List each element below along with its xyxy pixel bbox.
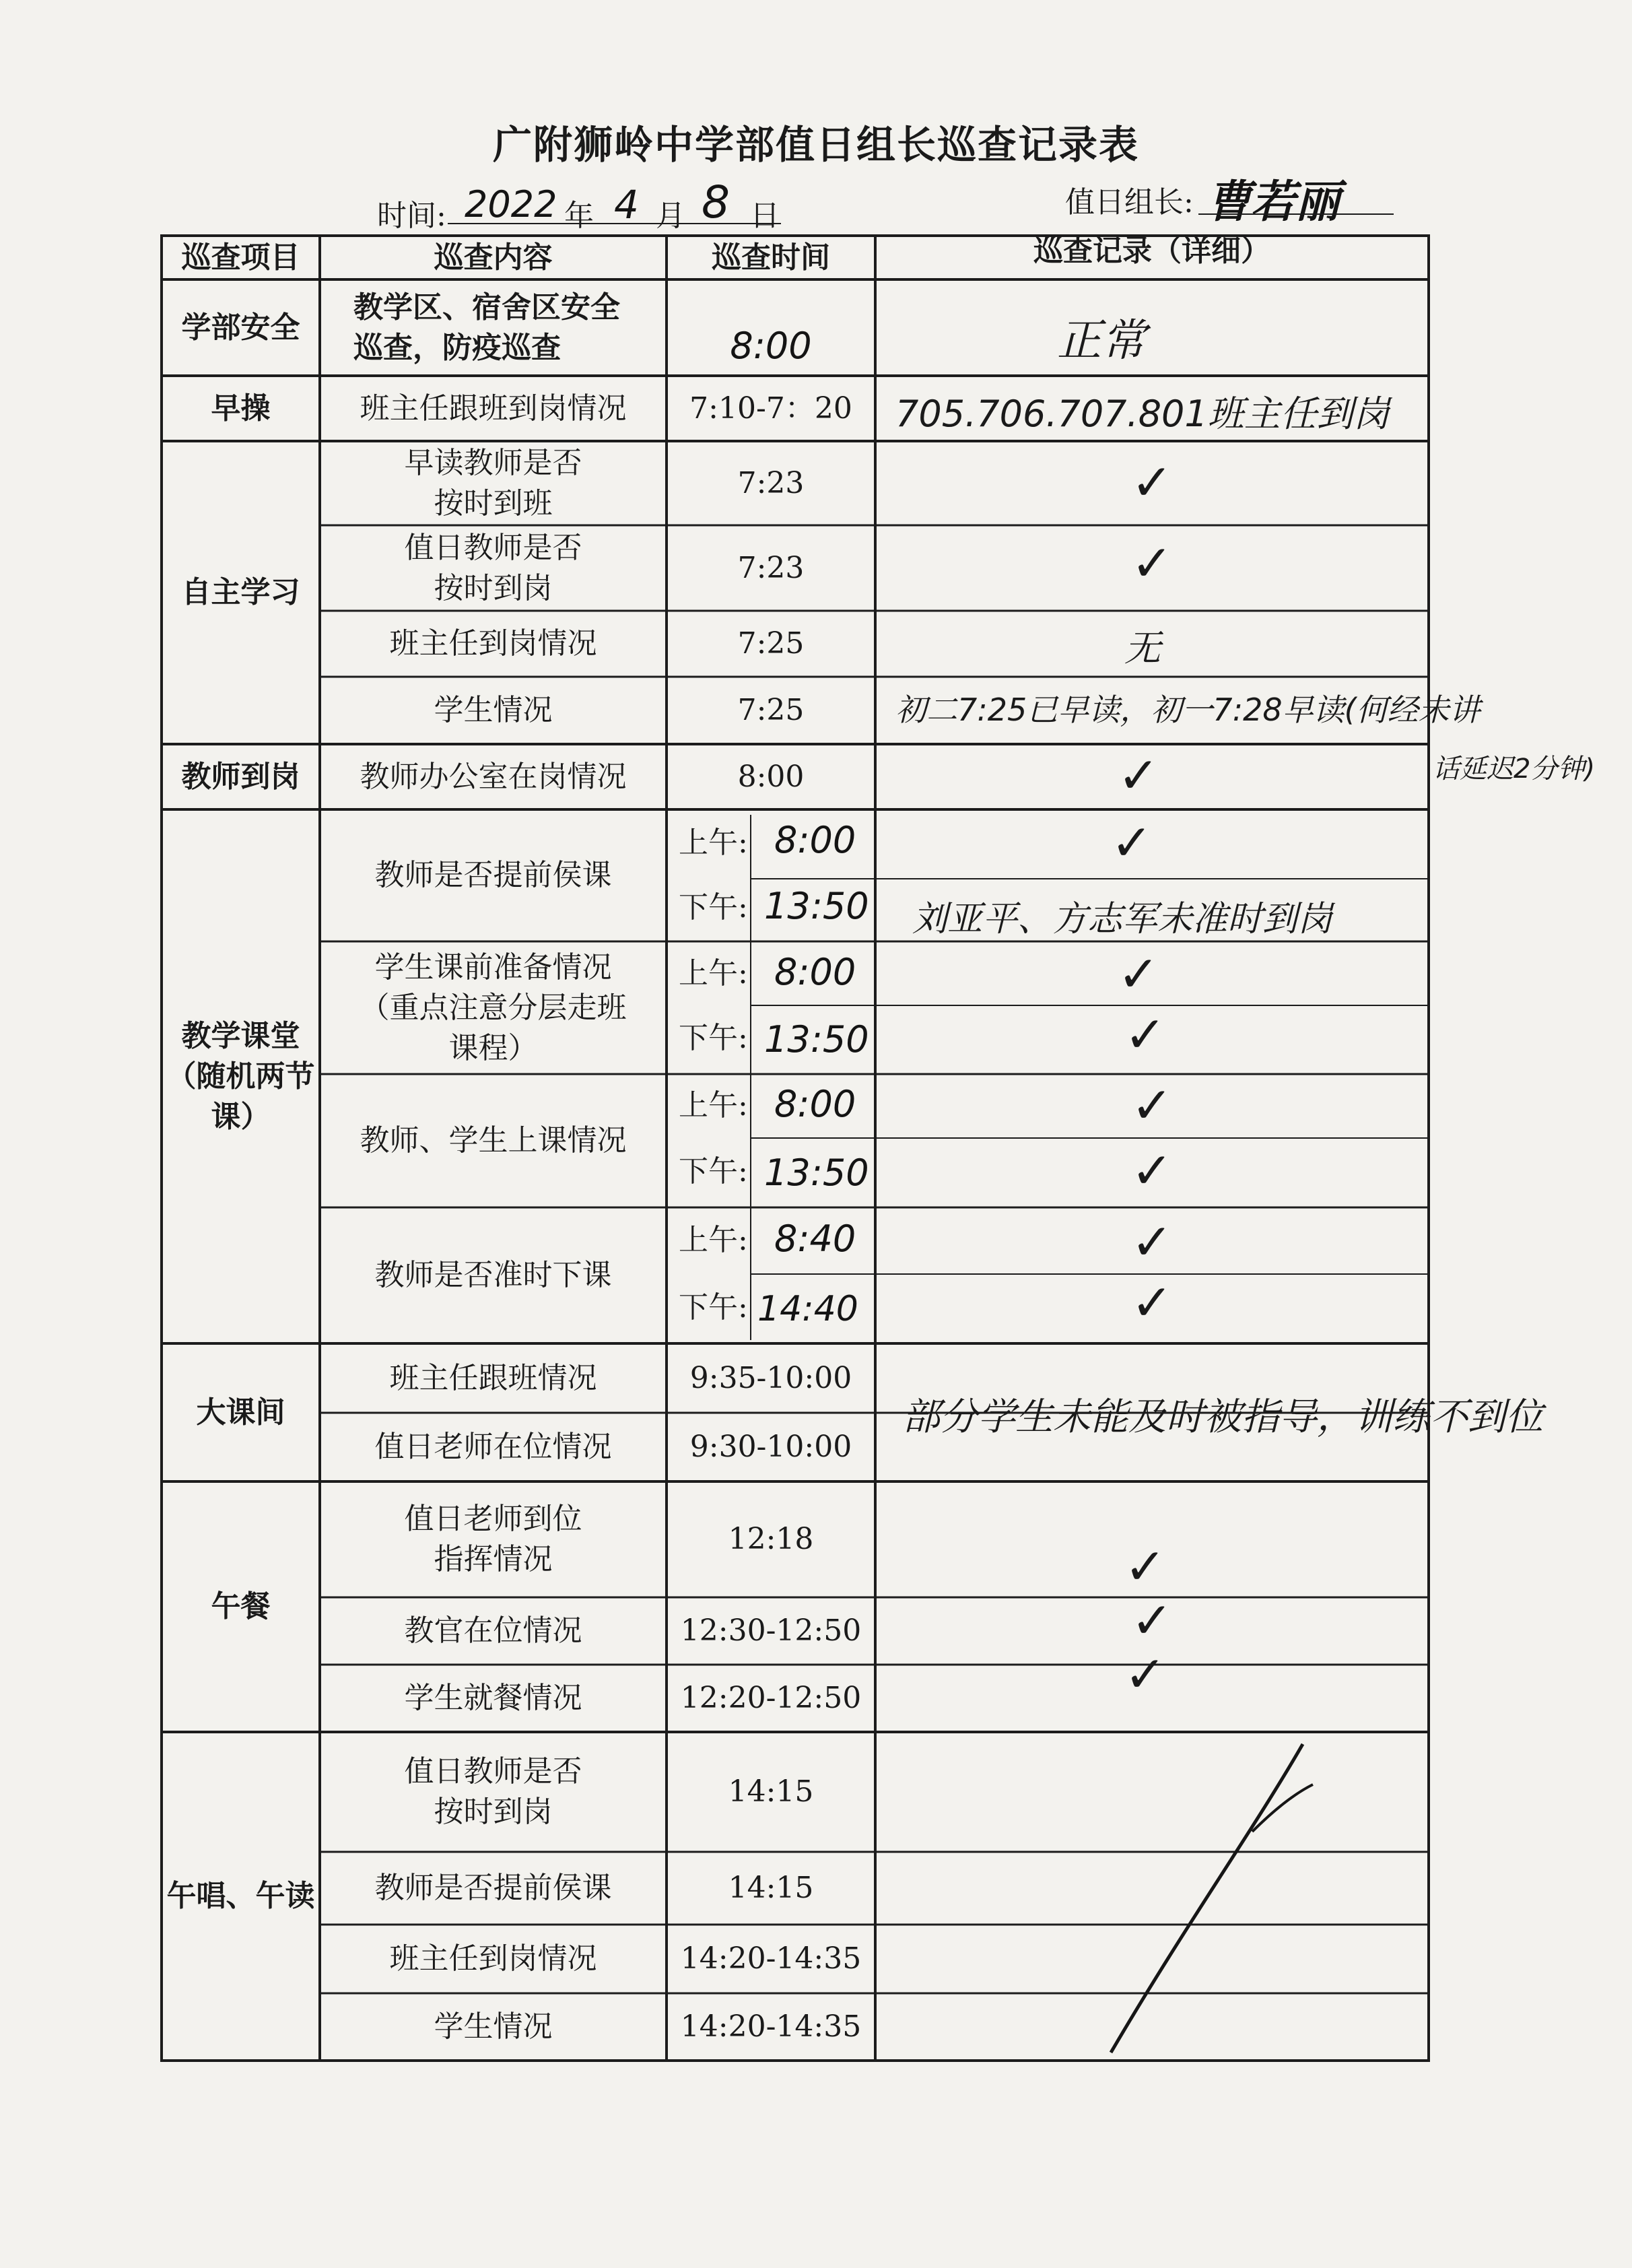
content-lunch-officer: 教官在位情况	[404, 1613, 582, 1648]
content-duty-teacher	[320, 525, 667, 611]
label-am-prep: 上午:	[679, 956, 748, 991]
category-class-line1: 教学课堂	[181, 1018, 300, 1053]
content-office: 教师办公室在岗情况	[360, 759, 627, 794]
content-dismiss: 教师是否准时下课	[374, 1258, 612, 1292]
date-label: 时间:	[377, 199, 446, 233]
content-noon-head: 班主任到岗情况	[389, 1941, 597, 1976]
time-students: 7:25	[737, 693, 805, 727]
content-students: 学生情况	[434, 693, 553, 727]
time-safety: 8:00	[730, 325, 812, 367]
time-dismiss-am: 8:40	[774, 1218, 856, 1260]
category-class	[162, 809, 320, 1343]
day-suffix: 日	[750, 199, 780, 233]
record-students-line1: 初二7:25已早读，初一7:28早读(何经未讲	[895, 692, 1481, 728]
record-prep-pm-check: ✓	[1124, 1006, 1167, 1064]
time-prep-am: 8:00	[774, 951, 856, 993]
record-lunch-officer-check: ✓	[1131, 1592, 1174, 1650]
content-duty-teacher-line1: 值日教师是否	[404, 530, 582, 565]
category-teacher-post: 教师到岗	[181, 759, 300, 794]
month-suffix: 月	[656, 199, 685, 233]
content-prep-line2: （重点注意分层走班	[360, 990, 627, 1025]
content-noon-duty-line1: 值日教师是否	[404, 1754, 582, 1789]
category-class-line3: 课）	[211, 1099, 271, 1134]
time-noon-students: 14:20-14:35	[680, 2009, 862, 2044]
time-in-pm: 13:50	[764, 1152, 869, 1194]
time-morning-read: 7:23	[737, 465, 805, 500]
content-morning-read	[320, 441, 667, 525]
label-am-early: 上午:	[679, 826, 748, 860]
time-exercise: 7:10-7：20	[689, 391, 852, 426]
content-lunch-duty-line1: 值日老师到位	[404, 1502, 582, 1536]
content-noon-duty	[320, 1732, 667, 1852]
time-duty-teacher: 7:23	[737, 550, 805, 585]
leader-label: 值日组长:	[1065, 185, 1194, 220]
content-lunch-duty-line2: 指挥情况	[434, 1542, 553, 1576]
content-exercise: 班主任跟班到岗情况	[360, 391, 627, 426]
form-title: 广附狮岭中学部值日组长巡查记录表	[492, 122, 1139, 168]
content-noon-duty-line2: 按时到岗	[434, 1795, 553, 1829]
time-office: 8:00	[737, 759, 805, 794]
record-lunch-duty-check: ✓	[1124, 1538, 1167, 1596]
record-in-am-check: ✓	[1131, 1077, 1174, 1135]
content-noon-early: 教师是否提前侯课	[374, 1871, 612, 1905]
time-break-head: 9:35-10:00	[689, 1360, 852, 1395]
time-early-pm: 13:50	[764, 885, 869, 927]
label-am-dismiss: 上午:	[679, 1223, 748, 1257]
record-head-teacher: 无	[1124, 627, 1161, 669]
category-noon: 午唱、午读	[166, 1879, 315, 1913]
content-duty-teacher-line2: 按时到岗	[434, 570, 553, 605]
record-prep-am-check: ✓	[1118, 945, 1160, 1003]
record-office-check: ✓	[1118, 747, 1160, 805]
record-early-am-check: ✓	[1111, 814, 1153, 872]
time-lunch-students: 12:20-12:50	[680, 1681, 862, 1715]
year-suffix: 年	[564, 199, 594, 233]
content-lunch-students: 学生就餐情况	[404, 1681, 582, 1715]
content-early-class: 教师是否提前侯课	[374, 858, 612, 892]
category-lunch: 午餐	[211, 1589, 271, 1624]
time-head-teacher: 7:25	[737, 626, 805, 661]
record-early-pm: 刘亚平、方志军未准时到岗	[912, 899, 1333, 939]
content-prep-line1: 学生课前准备情况	[374, 949, 612, 985]
content-break-head: 班主任跟班情况	[389, 1360, 597, 1395]
time-lunch-duty: 12:18	[728, 1522, 814, 1556]
strike-line	[1111, 1744, 1303, 2053]
time-in-am: 8:00	[774, 1083, 856, 1125]
category-self-study: 自主学习	[181, 575, 300, 609]
content-head-teacher: 班主任到岗情况	[389, 626, 597, 661]
time-noon-early: 14:15	[728, 1871, 814, 1905]
date-month: 4	[614, 182, 639, 228]
col-header-time: 巡查时间	[712, 240, 830, 275]
col-header-record: 巡查记录（详细）	[1033, 233, 1270, 268]
record-dismiss-am-check: ✓	[1131, 1213, 1174, 1271]
col-header-content: 巡查内容	[434, 240, 553, 275]
record-break: 部分学生未能及时被指导，训练不到位	[902, 1395, 1543, 1439]
content-prep-line3: 课程）	[448, 1030, 538, 1065]
label-am-in: 上午:	[679, 1088, 748, 1123]
leader-signature: 曹若丽	[1206, 176, 1340, 228]
record-lunch-students-check: ✓	[1124, 1646, 1167, 1704]
category-exercise: 早操	[211, 391, 271, 426]
time-noon-head: 14:20-14:35	[680, 1941, 862, 1976]
record-safety: 正常	[1057, 314, 1146, 366]
label-pm-early: 下午:	[679, 890, 748, 925]
content-noon-students: 学生情况	[434, 2009, 553, 2044]
category-break: 大课间	[196, 1395, 285, 1430]
category-class-line2: （随机两节	[166, 1059, 315, 1094]
record-dismiss-pm-check: ✓	[1131, 1274, 1174, 1332]
label-pm-prep: 下午:	[679, 1021, 748, 1055]
content-morning-read-line2: 按时到班	[434, 486, 553, 521]
content-prep	[320, 941, 667, 1074]
record-duty-teacher-check: ✓	[1131, 535, 1174, 593]
time-lunch-officer: 12:30-12:50	[680, 1613, 862, 1648]
record-in-pm-check: ✓	[1131, 1142, 1174, 1200]
label-pm-in: 下午:	[679, 1154, 748, 1189]
time-break-duty: 9:30-10:00	[689, 1430, 852, 1464]
date-day: 8	[702, 176, 730, 228]
content-safety-line2: 巡查，防疫巡查	[353, 330, 561, 365]
content-break-duty: 值日老师在位情况	[374, 1430, 612, 1464]
content-morning-read-line1: 早读教师是否	[404, 445, 582, 480]
category-safety: 学部安全	[181, 310, 300, 345]
record-morning-read-check: ✓	[1131, 454, 1174, 512]
label-pm-dismiss: 下午:	[679, 1290, 748, 1325]
time-dismiss-pm: 14:40	[757, 1289, 858, 1329]
time-early-am: 8:00	[774, 819, 856, 861]
content-lunch-duty	[320, 1481, 667, 1597]
record-students-line2: 话延迟2分钟)	[1433, 754, 1596, 785]
content-in-class: 教师、学生上课情况	[360, 1123, 627, 1158]
content-safety	[320, 279, 667, 376]
time-noon-duty: 14:15	[728, 1774, 814, 1809]
date-year: 2022	[465, 183, 557, 226]
record-exercise: 705.706.707.801班主任到岗	[895, 393, 1390, 435]
col-header-item: 巡查项目	[181, 240, 300, 275]
time-prep-pm: 13:50	[764, 1018, 869, 1061]
content-safety-line1: 教学区、宿舍区安全	[353, 290, 620, 325]
